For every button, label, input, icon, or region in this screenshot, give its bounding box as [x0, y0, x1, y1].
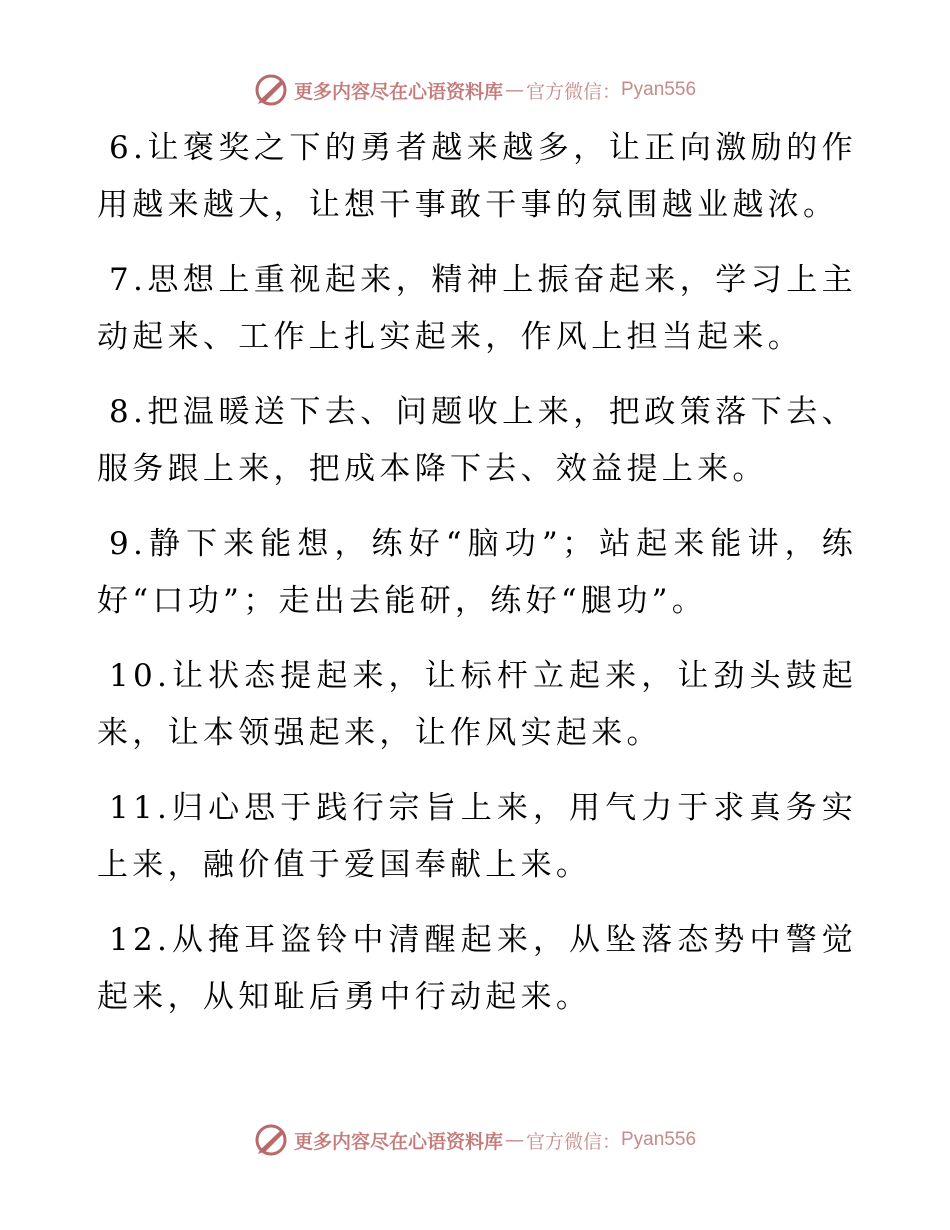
list-item: 11.归心思于践行宗旨上来，用气力于求真务实上来，融价值于爱国奉献上来。 [97, 790, 857, 883]
watermark-wechat-label: 官方微信： [525, 80, 621, 103]
list-item: 9.静下来能想，练好“脑功”；站起来能讲，练好“口功”；走出去能研，练好“腿功”。 [97, 526, 857, 619]
document-body [97, 120, 857, 1044]
watermark-site-text: 更多内容尽在心语资料库 [293, 1130, 503, 1153]
pen-logo-icon [254, 1123, 288, 1157]
watermark-footer [0, 1120, 950, 1160]
watermark-wechat-handle: Pyan556 [621, 79, 697, 100]
list-item: 7.思想上重视起来，精神上振奋起来，学习上主动起来、工作上扎实起来，作风上担当起来。 [97, 262, 857, 355]
list-item: 6.让褒奖之下的勇者越来越多，让正向激励的作用越来越大，让想干事敢干事的氛围越业越浓。 [97, 130, 857, 223]
watermark-header [0, 70, 950, 110]
list-item: 8.把温暖送下去、问题收上来，把政策落下去、服务跟上来，把成本降下去、效益提上来。 [97, 394, 857, 487]
watermark-site-text: 更多内容尽在心语资料库 [293, 80, 503, 103]
watermark-dash: — [504, 79, 524, 101]
list-item: 12.从掩耳盗铃中清醒起来，从坠落态势中警觉起来，从知耻后勇中行动起来。 [97, 922, 857, 1015]
pen-logo-icon [254, 73, 288, 107]
watermark-wechat-handle: Pyan556 [621, 1129, 697, 1150]
list-item: 10.让状态提起来，让标杆立起来，让劲头鼓起来，让本领强起来，让作风实起来。 [97, 658, 857, 751]
watermark-wechat-label: 官方微信： [525, 1130, 621, 1153]
watermark-dash: — [504, 1129, 524, 1151]
